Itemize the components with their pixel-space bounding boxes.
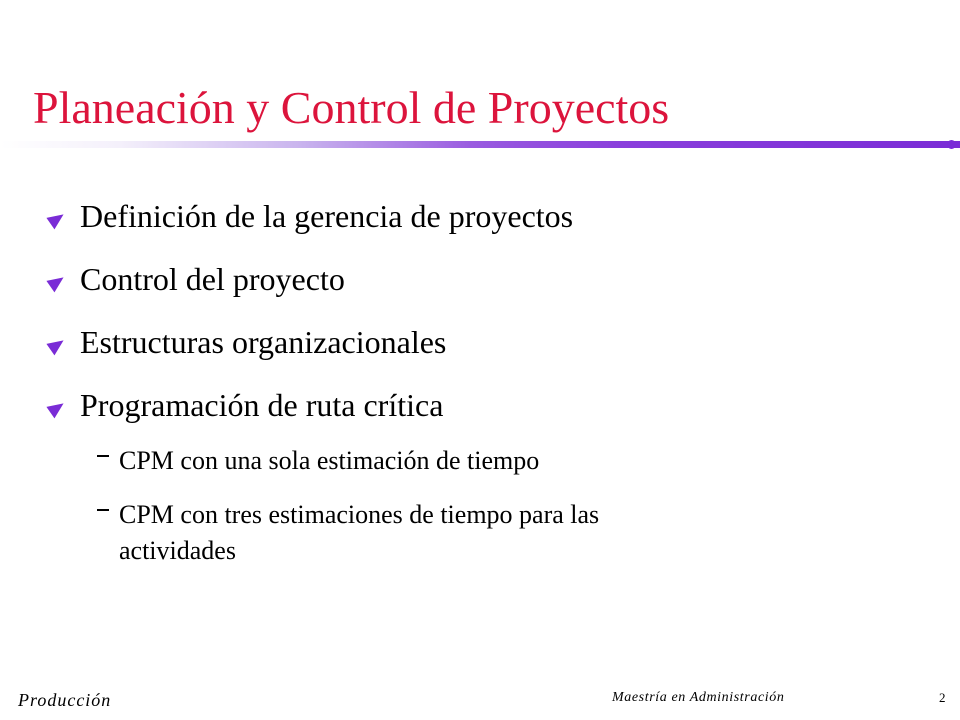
- page-number: 2: [939, 690, 946, 705]
- divider-end-dot: [947, 140, 956, 149]
- bullet-icon: [46, 272, 67, 293]
- bullet-text: Estructuras organizacionales: [80, 324, 447, 360]
- bullet-icon: [46, 335, 67, 356]
- sub-bullet-text-continued: actividades: [119, 536, 236, 565]
- sub-bullet-item: [119, 443, 539, 479]
- footer-course: Producción: [18, 690, 112, 710]
- sub-bullet-text: CPM con tres estimaciones de tiempo para las: [119, 500, 600, 529]
- footer-program: Maestría en Administración: [612, 690, 785, 705]
- dash-icon: [97, 455, 109, 457]
- bullet-text: Definición de la gerencia de proyectos: [80, 198, 574, 234]
- sub-bullet-text: CPM con una sola estimación de tiempo: [119, 446, 540, 475]
- bullet-icon: [46, 209, 67, 230]
- bullet-item: [80, 196, 573, 236]
- dash-icon: [97, 509, 109, 511]
- bullet-text: Control del proyecto: [80, 261, 345, 297]
- title-divider: [0, 141, 960, 148]
- bullet-text: Programación de ruta crítica: [80, 387, 444, 423]
- slide-title: Planeación y Control de Proyectos: [33, 82, 670, 133]
- bullet-icon: [46, 398, 67, 419]
- bullet-item: [80, 385, 443, 425]
- bullet-item: [80, 259, 345, 299]
- sub-bullet-item: [119, 497, 599, 569]
- bullet-item: [80, 322, 446, 362]
